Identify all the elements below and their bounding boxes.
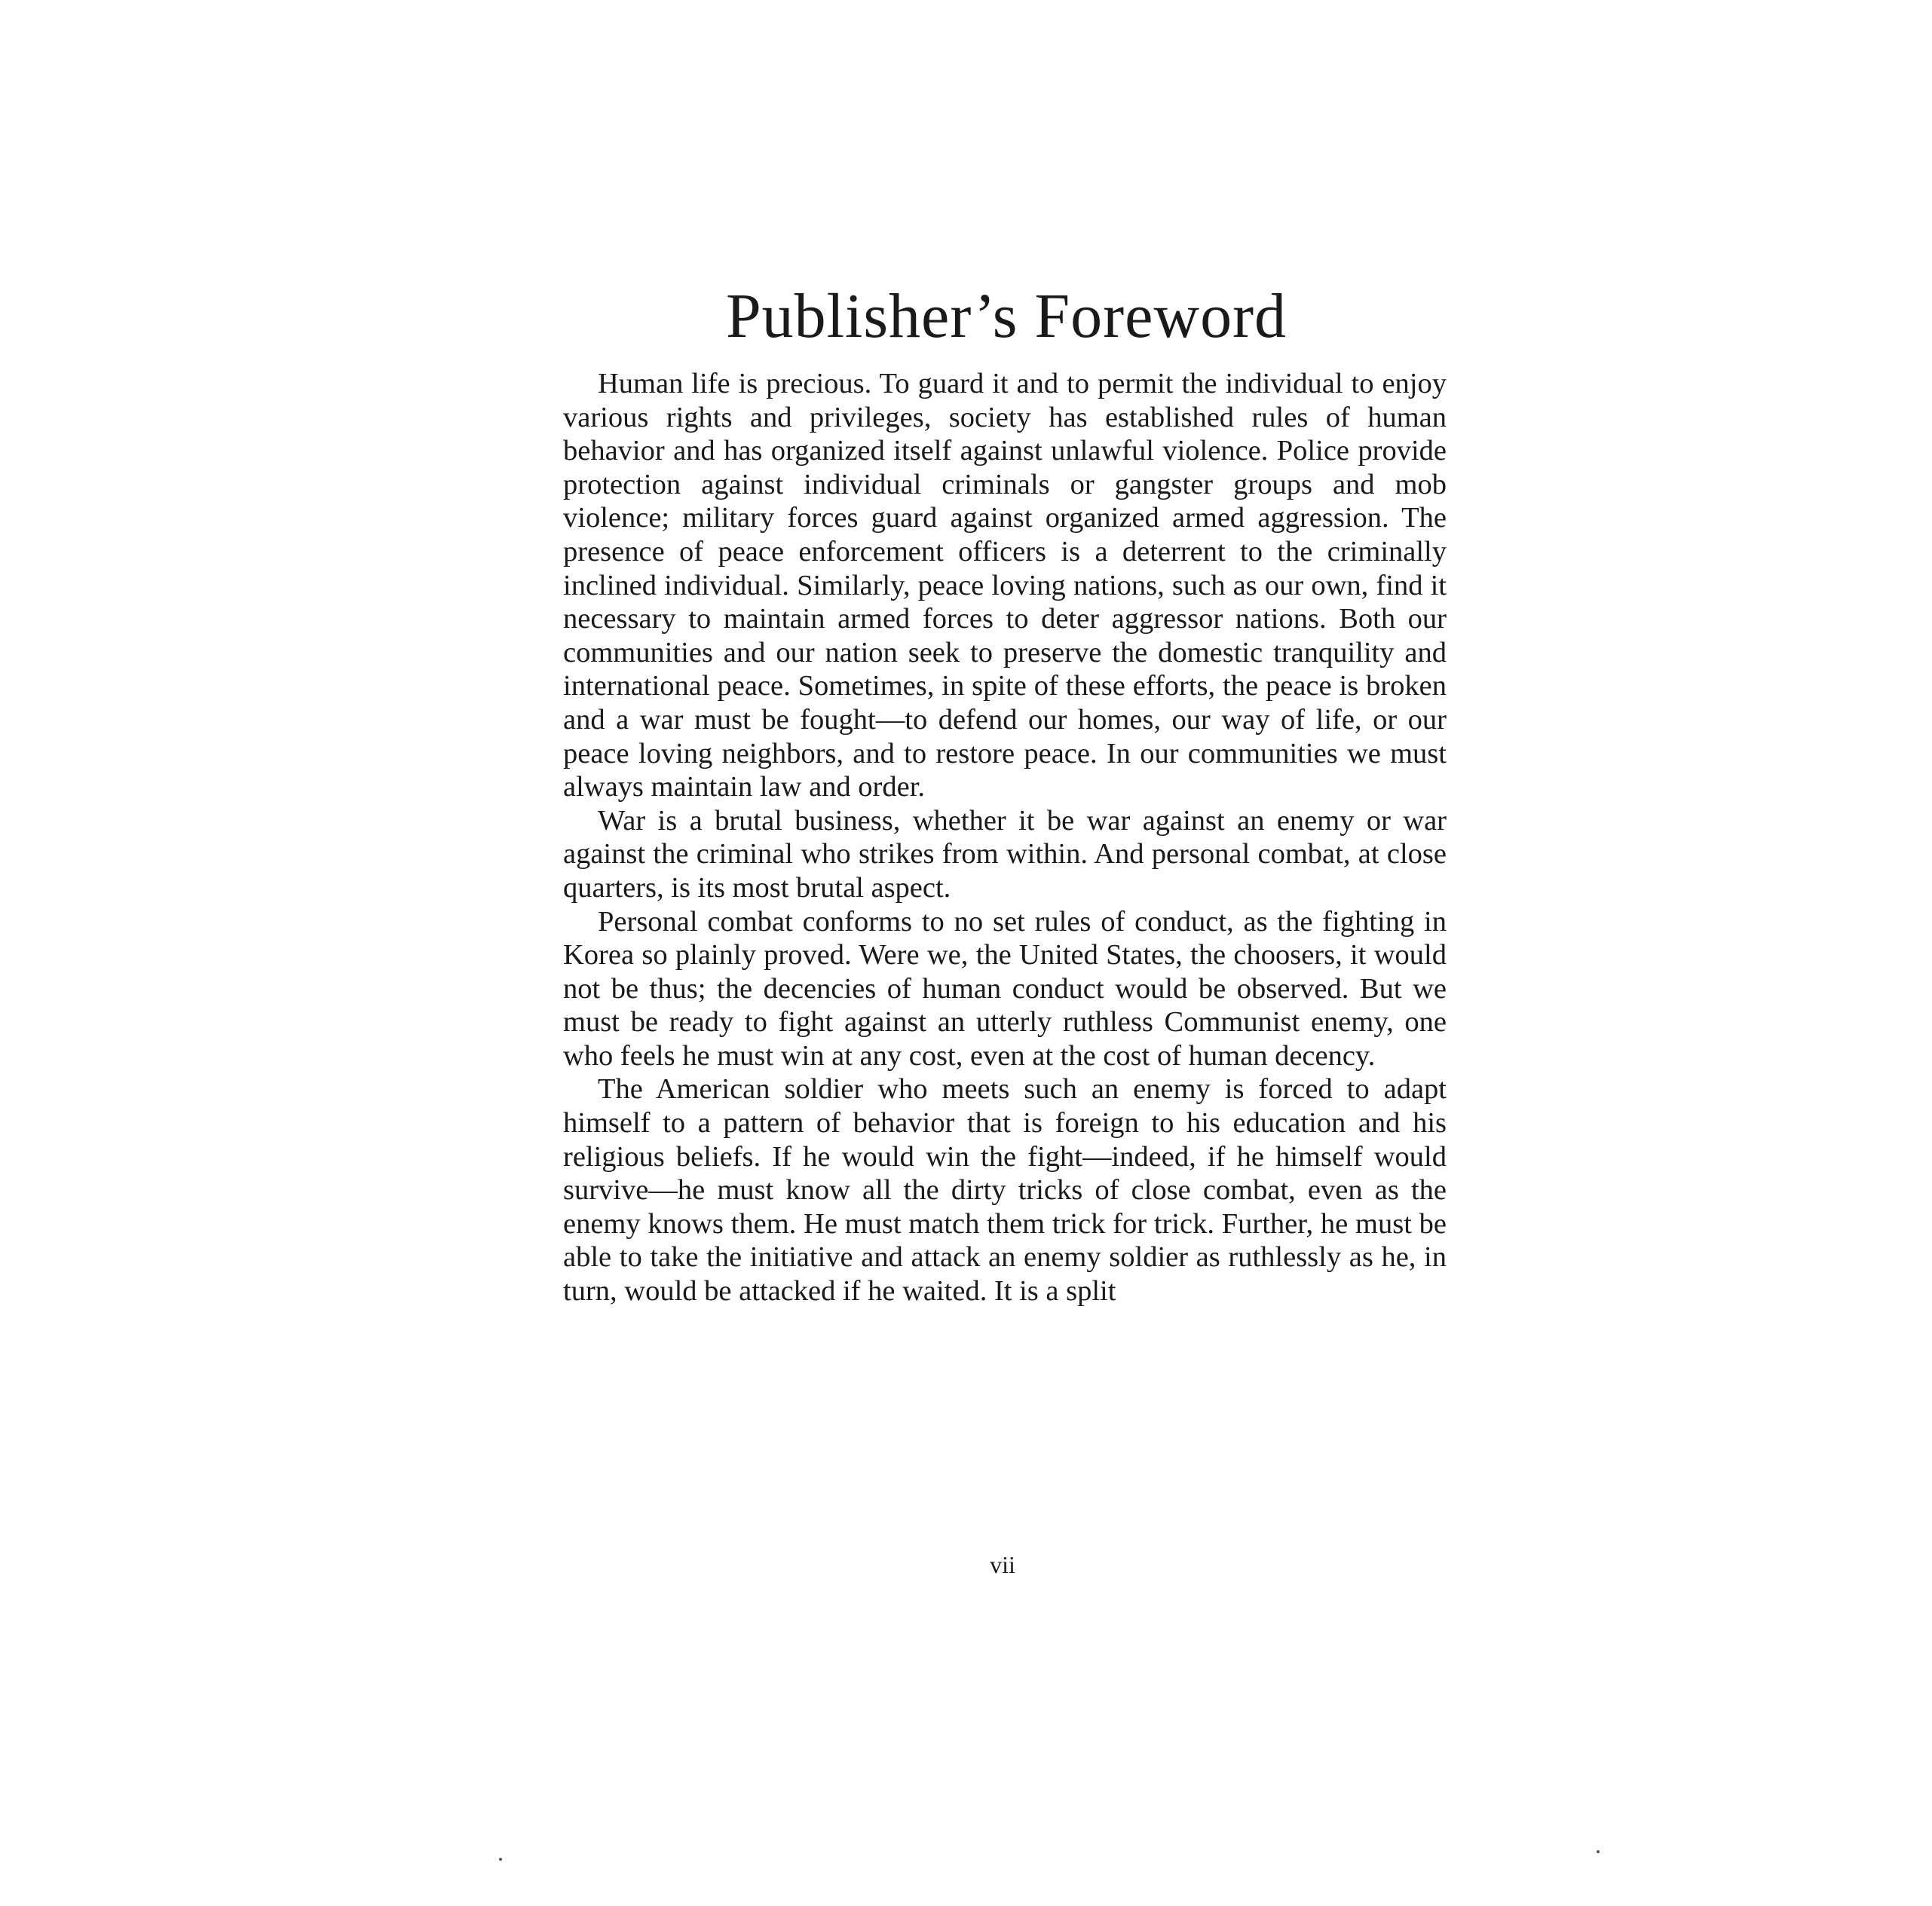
paragraph-4: The American soldier who meets such an enemy is forced to adapt himself to a pattern of behavior that is foreign to his education and his religious beliefs. If he would win the fight—indeed, if he himself would survive—he must know all the dirty tricks of close combat, even as the enemy knows them. He must match them trick for trick. Further, he must be able to take the initiative and attack an enemy soldier as ruthlessly as he, in turn, would be attacked if he waited. It is a split [563, 1073, 1447, 1308]
paragraph-3: Personal combat conforms to no set rules of conduct, as the fighting in Korea so plainly proved. Were we, the United States, the choosers, it would not be thus; the decencies of human conduct would be observed. But we must be ready to fight against an utterly ruthless Communist enemy, one who feels he must win at any cost, even at the cost of human decency. [563, 905, 1447, 1072]
paragraph-1: Human life is precious. To guard it and to permit the individual to enjoy various rights and privileges, society has established rules of human behavior and has organized itself against unlawful violence. Police provide protection against individual criminals or gangster groups and mob violence; military forces guard against organized armed aggression. The presence of peace enforcement officers is a deterrent to the criminally inclined individual. Similarly, peace loving nations, such as our own, find it necessary to maintain armed forces to deter aggressor nations. Both our communities and our nation seek to preserve the domestic tranquility and international peace. Sometimes, in spite of these efforts, the peace is broken and a war must be fought—to defend our homes, our way of life, or our peace loving neighbors, and to restore peace. In our communities we must always maintain law and order. [563, 368, 1447, 803]
scan-speck-right [1597, 1850, 1600, 1853]
foreword-body [563, 367, 1447, 1308]
scan-speck-left [499, 1858, 502, 1861]
page-title: Publisher’s Foreword [725, 281, 1287, 351]
paragraph-2: War is a brutal business, whether it be war against an enemy or war against the criminal who strikes from within. And personal combat, at close quarters, is its most brutal aspect. [563, 804, 1447, 904]
page-number: vii [990, 1551, 1015, 1578]
